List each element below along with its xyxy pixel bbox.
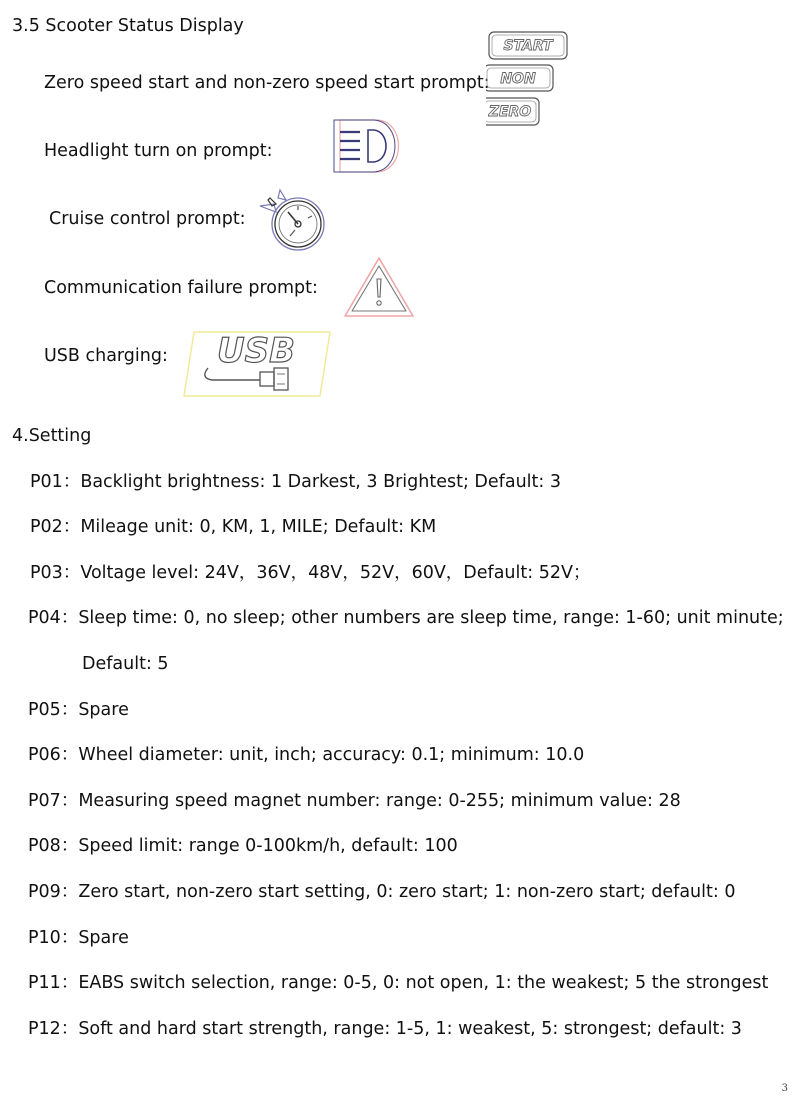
cruise-control-icon [252,184,332,254]
zero-icon-text: ZERO [488,104,532,120]
param-code: P01： [30,472,81,492]
param-code: P07： [28,791,79,811]
param-p08 [28,834,458,858]
param-p04 [28,606,784,630]
param-p06 [28,743,584,767]
param-code: P11： [28,973,79,993]
param-p01 [30,470,561,494]
param-p11 [28,971,768,995]
param-code: P03： [30,563,81,583]
param-p03 [30,561,590,585]
usb-charging-icon [178,328,336,400]
section-3-5-heading: 3.5 Scooter Status Display [12,16,244,36]
param-text: Sleep time: 0, no sleep; other numbers are sleep time, range: 1-60; unit minute; [78,608,784,628]
section-4-heading: 4.Setting [12,426,92,446]
usb-charging-label: USB charging: [44,346,168,366]
param-text: Spare [78,700,129,720]
param-code: P06： [28,745,79,765]
start-icon-text: START [503,38,553,54]
page-number: 3 [781,1083,788,1094]
param-text: Measuring speed magnet number: range: 0-255; minimum value: 28 [78,791,681,811]
zero-indicator-icon [486,98,539,125]
non-zero-indicator-icon [486,65,553,91]
param-code: P08： [28,836,79,856]
non-icon-text: NON [500,71,536,87]
param-code: P04： [28,608,79,628]
param-p04-continuation: Default: 5 [82,654,169,674]
usb-icon-text: USB [216,331,296,371]
param-p02 [30,515,436,539]
param-text: Spare [78,928,129,948]
param-code: P10： [28,928,79,948]
param-p10 [28,926,129,950]
headlight-prompt-label: Headlight turn on prompt: [44,141,273,161]
param-text: Mileage unit: 0, KM, 1, MILE; Default: KM [80,517,437,537]
cruise-prompt-label: Cruise control prompt: [49,209,246,229]
param-text: Speed limit: range 0-100km/h, default: 100 [78,836,458,856]
param-text: EABS switch selection, range: 0-5, 0: not open, 1: the weakest; 5 the strongest [78,973,769,993]
start-indicator-icon [489,32,567,59]
param-code: P12： [28,1019,79,1039]
warning-triangle-icon [342,255,416,319]
param-code: P09： [28,882,79,902]
param-text: Zero start, non-zero start setting, 0: zero start; 1: non-zero start; default: 0 [78,882,736,902]
headlight-icon [328,118,408,174]
param-code: P02： [30,517,81,537]
comm-failure-prompt-label: Communication failure prompt: [44,278,318,298]
param-text: Wheel diameter: unit, inch; accuracy: 0.1; minimum: 10.0 [78,745,585,765]
param-text: Soft and hard start strength, range: 1-5, 1: weakest, 5: strongest; default: 3 [78,1019,742,1039]
param-p07 [28,789,681,813]
param-p12 [28,1017,742,1041]
param-text: Voltage level: 24V，36V，48V，52V，60V，Default: 52V； [80,563,591,583]
param-p05 [28,698,129,722]
param-text: Backlight brightness: 1 Darkest, 3 Brightest; Default: 3 [80,472,561,492]
param-p09 [28,880,735,904]
start-prompt-label: Zero speed start and non-zero speed start prompt: [44,73,490,93]
param-code: P05： [28,700,79,720]
start-nonzero-zero-icons [486,30,570,128]
